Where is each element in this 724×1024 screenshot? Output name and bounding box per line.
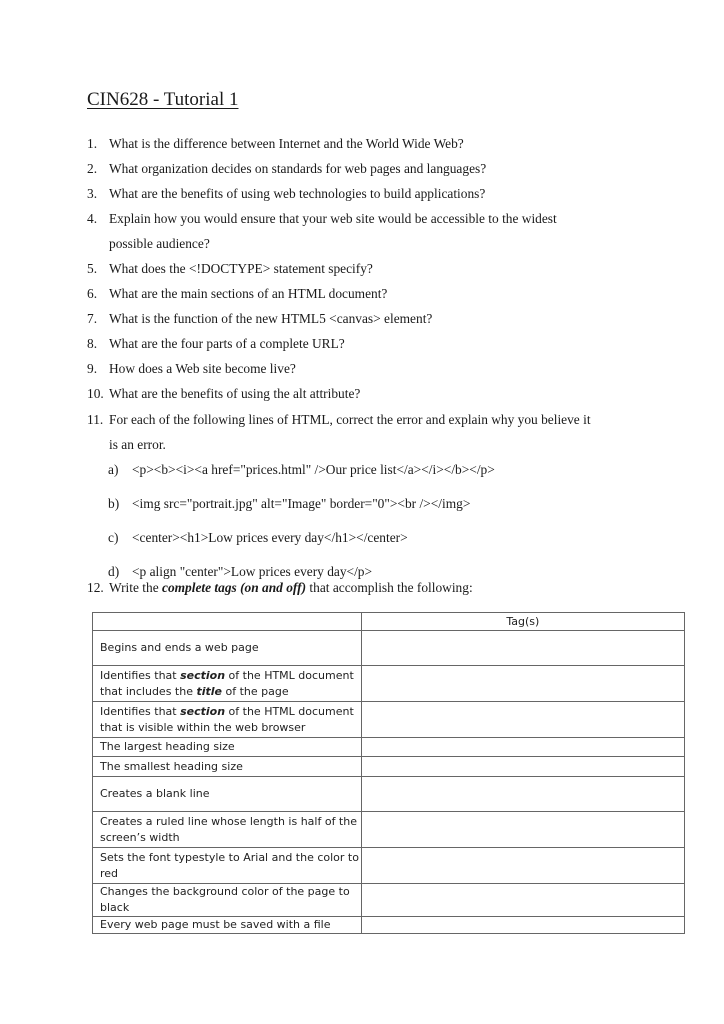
table-header-row — [93, 613, 685, 631]
question-text: What are the four parts of a complete URL? — [109, 336, 345, 351]
task-text: Creates a blank line — [100, 787, 210, 800]
tags-answer-cell[interactable] — [361, 702, 684, 738]
task-text: Every web page must be saved with a file — [100, 918, 331, 931]
question-9 — [87, 360, 687, 378]
q11-item-a — [108, 461, 495, 479]
question-5 — [87, 260, 687, 278]
tags-answer-cell[interactable] — [361, 884, 684, 917]
task-text: of the HTML document that is visible within the web browser — [100, 704, 354, 734]
tags-answer-cell[interactable] — [361, 777, 684, 812]
task-cell — [93, 848, 362, 884]
question-4-continuation: possible audience? — [109, 236, 210, 251]
question-number: 12. — [87, 580, 104, 595]
question-text: For each of the following lines of HTML, correct the error and explain why you believe it — [109, 412, 591, 427]
tags-answer-cell[interactable] — [361, 757, 684, 777]
question-1 — [87, 135, 687, 153]
table-row — [93, 884, 685, 917]
task-emphasis: section — [180, 668, 226, 682]
q11-item-b — [108, 495, 470, 513]
task-text: Identifies that — [100, 668, 181, 682]
task-text: Sets the font typestyle to Arial and the color to red — [100, 850, 359, 880]
question-12 — [87, 579, 687, 597]
question-text-prefix: Write the — [109, 580, 162, 595]
question-8 — [87, 335, 687, 353]
table-row — [93, 702, 685, 738]
question-number: 7. — [87, 311, 98, 326]
question-text: What are the main sections of an HTML document? — [109, 286, 388, 301]
task-text: of the page — [222, 684, 289, 698]
task-cell — [93, 702, 362, 738]
question-number: 1. — [87, 136, 98, 151]
task-text: Changes the background color of the page to black — [100, 885, 350, 914]
question-3 — [87, 185, 687, 203]
tags-answer-cell[interactable] — [361, 848, 684, 884]
item-code: <img src="portrait.jpg" alt="Image" border="0"><br /></img> — [132, 496, 471, 511]
table-row — [93, 812, 685, 848]
task-text: The smallest heading size — [100, 759, 243, 773]
question-number: 5. — [87, 261, 98, 276]
table-row — [93, 757, 685, 777]
item-letter: c) — [108, 530, 119, 545]
task-text: The largest heading size — [100, 740, 235, 753]
table-row — [93, 738, 685, 757]
question-text: Explain how you would ensure that your web site would be accessible to the widest — [109, 211, 557, 226]
question-number: 6. — [87, 286, 98, 301]
task-cell — [93, 812, 362, 848]
task-cell — [93, 917, 362, 934]
question-6 — [87, 285, 687, 303]
question-2 — [87, 160, 687, 178]
question-text: What organization decides on standards for web pages and languages? — [109, 161, 487, 176]
tags-answer-cell[interactable] — [361, 738, 684, 757]
tags-table — [92, 612, 685, 934]
task-cell — [93, 777, 362, 812]
question-text: What are the benefits of using the alt attribute? — [109, 386, 361, 401]
table-row — [93, 666, 685, 702]
question-number: 8. — [87, 336, 98, 351]
header-cell-task — [93, 613, 362, 631]
question-text: What are the benefits of using web technologies to build applications? — [109, 186, 486, 201]
table-row — [93, 917, 685, 934]
item-code: <center><h1>Low prices every day</h1></center> — [132, 530, 408, 545]
task-cell — [93, 666, 362, 702]
question-number: 3. — [87, 186, 98, 201]
question-11-continuation: is an error. — [109, 437, 166, 452]
task-text: of the HTML document that includes the — [100, 668, 354, 698]
question-number: 4. — [87, 211, 98, 226]
task-cell — [93, 631, 362, 666]
item-code: <p><b><i><a href="prices.html" />Our price list</a></i></b></p> — [132, 462, 495, 477]
question-10 — [87, 385, 687, 403]
tags-answer-cell[interactable] — [361, 917, 684, 934]
task-emphasis: section — [180, 704, 226, 718]
question-text-emphasis: complete tags (on and off) — [162, 580, 307, 595]
task-text: Begins and ends a web page — [100, 641, 259, 654]
header-cell-tags: Tag(s) — [361, 613, 684, 631]
table-row — [93, 777, 685, 812]
table-body — [93, 631, 685, 934]
tags-answer-cell[interactable] — [361, 631, 684, 666]
item-letter: b) — [108, 496, 120, 511]
tags-answer-cell[interactable] — [361, 812, 684, 848]
page-title: CIN628 - Tutorial 1 — [87, 89, 239, 110]
question-number: 10. — [87, 386, 104, 401]
task-cell — [93, 757, 362, 777]
item-letter: d) — [108, 564, 120, 579]
question-text: What is the function of the new HTML5 <canvas> element? — [109, 311, 433, 326]
task-cell — [93, 884, 362, 917]
task-emphasis: title — [196, 684, 222, 698]
question-number: 11. — [87, 412, 104, 427]
task-text: Identifies that — [100, 704, 181, 718]
question-4 — [87, 210, 687, 228]
task-text: Creates a ruled line whose length is half of the screen’s width — [100, 814, 357, 844]
question-text: What does the <!DOCTYPE> statement specify? — [109, 261, 373, 276]
question-number: 2. — [87, 161, 98, 176]
question-7 — [87, 310, 687, 328]
question-text: What is the difference between Internet and the World Wide Web? — [109, 136, 464, 151]
tags-answer-cell[interactable] — [361, 666, 684, 702]
task-cell — [93, 738, 362, 757]
table-row — [93, 848, 685, 884]
table-row — [93, 631, 685, 666]
question-text: How does a Web site become live? — [109, 361, 296, 376]
question-text-suffix: that accomplish the following: — [306, 580, 473, 595]
q11-item-c — [108, 529, 408, 547]
question-number: 9. — [87, 361, 98, 376]
question-11 — [87, 411, 687, 429]
item-code: <p align "center">Low prices every day</p> — [132, 564, 373, 579]
item-letter: a) — [108, 462, 119, 477]
